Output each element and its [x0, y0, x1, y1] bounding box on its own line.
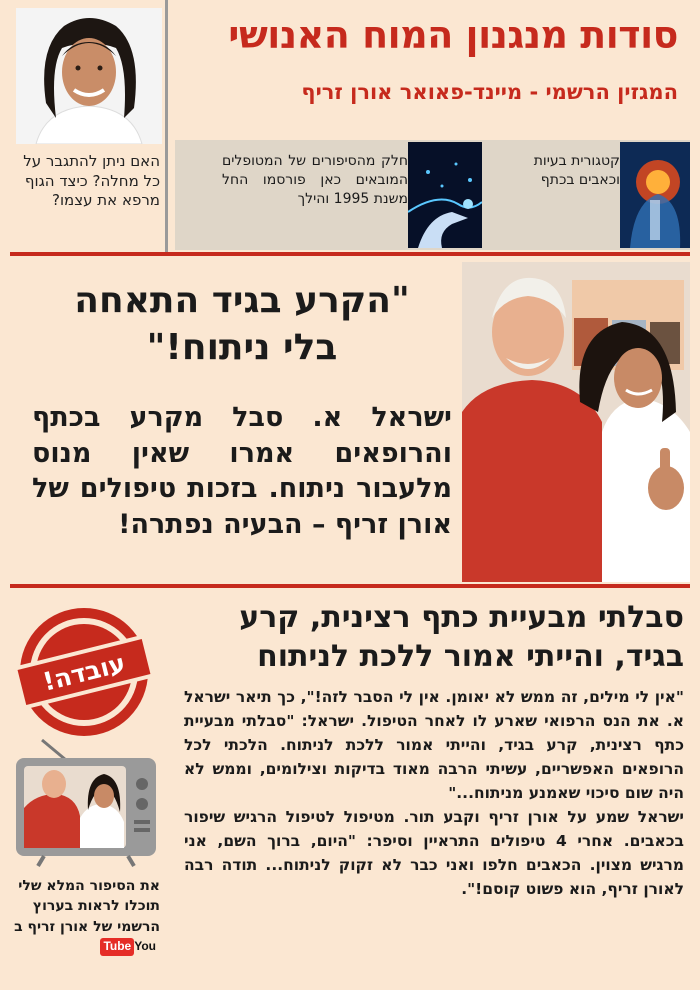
fact-stamp-icon — [16, 604, 152, 740]
author-portrait — [16, 8, 162, 144]
side-question: האם ניתן להתגבר על כל מחלה? כיצד הגוף מרפא את עצמו? — [23, 152, 160, 209]
youtube-tube: Tube — [100, 938, 134, 955]
section-divider-2 — [10, 584, 690, 588]
feature-quote — [32, 278, 452, 372]
feature-lead: ישראל א. סבל מקרע בכתף והרופאים אמרו שאין מנוס מלעבור ניתוח. בזכות טיפולים של אורן זריף – הבעיה נפתרה! — [32, 402, 452, 540]
tv-caption-text: את הסיפור המלא שלי תוכלו לראות בערוץ הרשמי של אורן זריף ב — [14, 878, 160, 935]
teaser-stories[interactable]: חלק מהסיפורים של המטופלים המובאים כאן פורסמו החל משנת 1995 והילך — [222, 153, 408, 207]
header-divider — [165, 0, 168, 252]
magazine-subtitle: המגזין הרשמי - מיינד-פאואר אורן זריף — [301, 80, 678, 104]
fact-stamp-text: עובדה! — [39, 648, 129, 697]
youtube-you: You — [134, 939, 156, 954]
feature-quote-line1: "הקרע בגיד התאחה — [74, 280, 410, 321]
story-body — [184, 685, 684, 901]
shoulder-image — [620, 142, 690, 248]
story-headline: סבלתי מבעיית כתף רצינית, קרע בגיד, והייתי אמור ללכת לניתוח — [239, 600, 684, 674]
story-paragraph-1: "אין לי מילים, זה ממש לא יאומן. אין לי הסבר לזה!", כך תיאר ישראל א. את הנס הרפואי שארע לו לאחר הטיפול. ישראל: "סבלתי מבעיית כתף רצינית, קרע בגיד, והייתי אמור ללכת לניתוח. הלכתי לכל הרופאים האפשריים, עשיתי הרבה מאוד בדיקות וצילומים, וממש לא היה שום סיכוי שאמנע מניתוח..." — [184, 688, 684, 803]
section-divider-1 — [10, 252, 690, 256]
youtube-logo-icon[interactable] — [99, 938, 156, 955]
hand-tech-image — [408, 142, 482, 248]
teaser-category[interactable]: קטגורית בעיות וכאבים בכתף — [533, 153, 620, 188]
story-paragraph-2: ישראל שמע על אורן זריף וקבע תור. מטיפול לטיפול הרגיש שיפור בכאבים. אחרי 4 טיפולים התראיין וסיפר: "היום, ברוך השם, אני מרגיש מצוין. הכאבים חלפו ואני כבר לא זקוק לניתוח... תודה רבה לאורן זריף, הוא פשוט קוסם!". — [184, 808, 684, 899]
magazine-title: סודות מנגנון המוח האנושי — [228, 13, 678, 57]
patient-photo — [462, 262, 690, 582]
tv-icon[interactable] — [14, 738, 158, 868]
feature-quote-line2: בלי ניתוח!" — [146, 326, 338, 368]
tv-caption — [10, 876, 160, 957]
